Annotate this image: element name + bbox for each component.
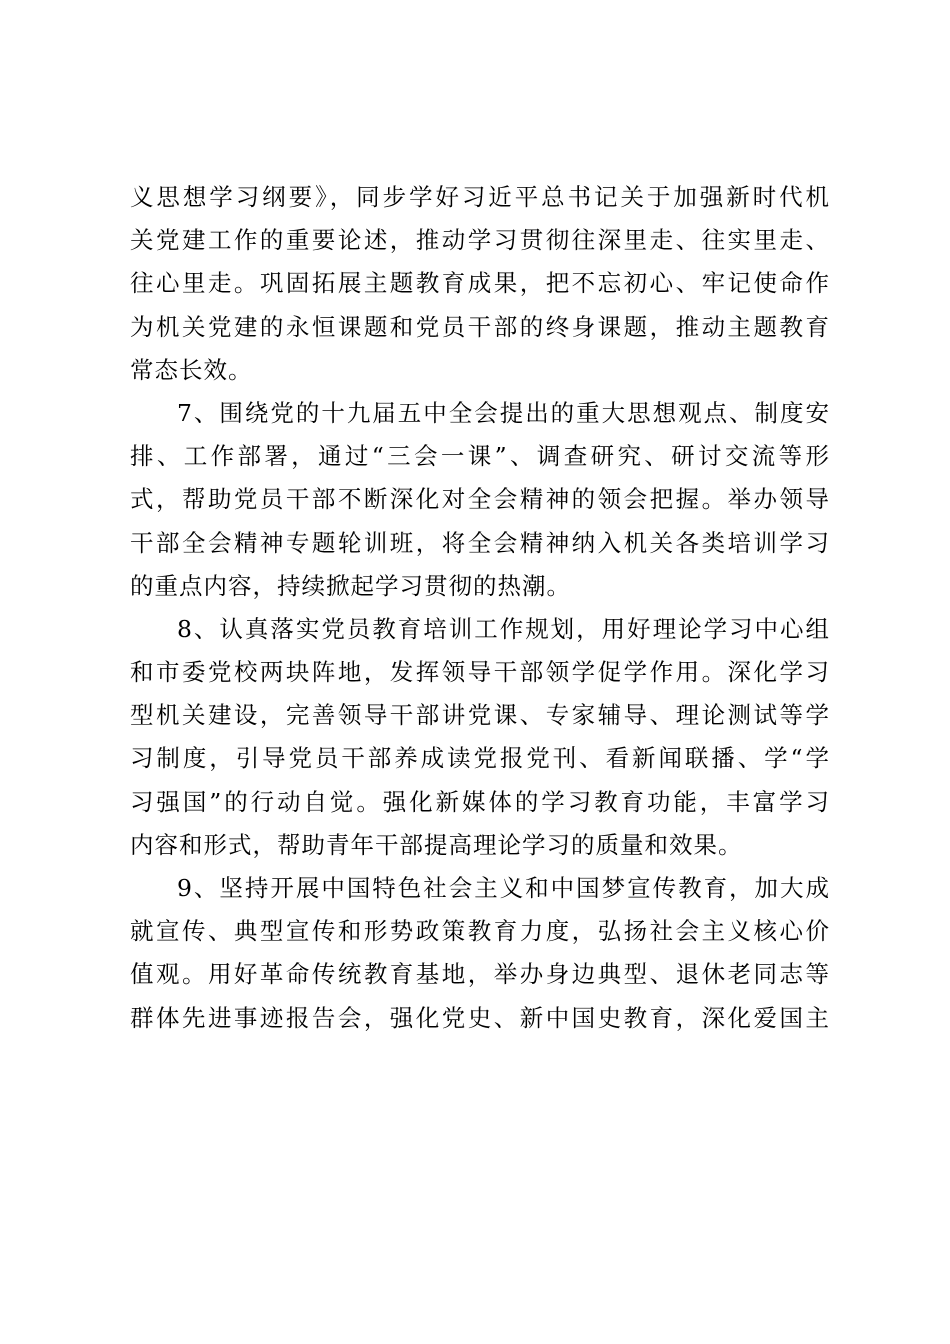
text-line: 干部全会精神专题轮训班，将全会精神纳入机关各类培训学习 [130, 528, 830, 557]
text-line: 式，帮助党员干部不断深化对全会精神的领会把握。举办领导 [130, 485, 830, 514]
text-line: 常态长效。 [130, 355, 253, 384]
paragraph-continuation [130, 176, 830, 392]
document-body [130, 176, 830, 1040]
paragraph-item-8 [130, 608, 830, 867]
text-line: 7、围绕党的十九届五中全会提出的重大思想观点、制度安 [177, 398, 830, 427]
text-line: 值观。用好革命传统教育基地，举办身边典型、退休老同志等 [130, 960, 830, 989]
paragraph-item-7 [130, 392, 830, 608]
text-line: 9、坚持开展中国特色社会主义和中国梦宣传教育，加大成 [177, 874, 830, 902]
text-line: 的重点内容，持续掀起学习贯彻的热潮。 [130, 571, 571, 600]
text-line: 就宣传、典型宣传和形势政策教育力度，弘扬社会主义核心价 [130, 917, 830, 946]
paragraph-item-9 [130, 867, 830, 1040]
text-line: 为机关党建的永恒课题和党员干部的终身课题，推动主题教育 [130, 312, 830, 341]
text-line: 8、认真落实党员教育培训工作规划，用好理论学习中心组 [177, 614, 830, 643]
text-line: 和市委党校两块阵地，发挥领导干部领学促学作用。深化学习 [130, 658, 830, 687]
text-line: 往心里走。巩固拓展主题教育成果，把不忘初心、牢记使命作 [130, 269, 830, 298]
text-line: 排、工作部署，通过“三会一课”、调查研究、研讨交流等形 [130, 442, 830, 471]
text-line: 习强国”的行动自觉。强化新媒体的学习教育功能，丰富学习 [130, 787, 830, 816]
text-line: 关党建工作的重要论述，推动学习贯彻往深里走、往实里走、 [130, 226, 830, 255]
text-line: 群体先进事迹报告会，强化党史、新中国史教育，深化爱国主 [130, 1003, 830, 1032]
text-line: 内容和形式，帮助青年干部提高理论学习的质量和效果。 [130, 830, 743, 859]
text-line: 义思想学习纲要》，同步学好习近平总书记关于加强新时代机 [130, 183, 830, 211]
text-line: 型机关建设，完善领导干部讲党课、专家辅导、理论测试等学 [130, 701, 830, 730]
text-line: 习制度，引导党员干部养成读党报党刊、看新闻联播、学“学 [130, 744, 830, 773]
